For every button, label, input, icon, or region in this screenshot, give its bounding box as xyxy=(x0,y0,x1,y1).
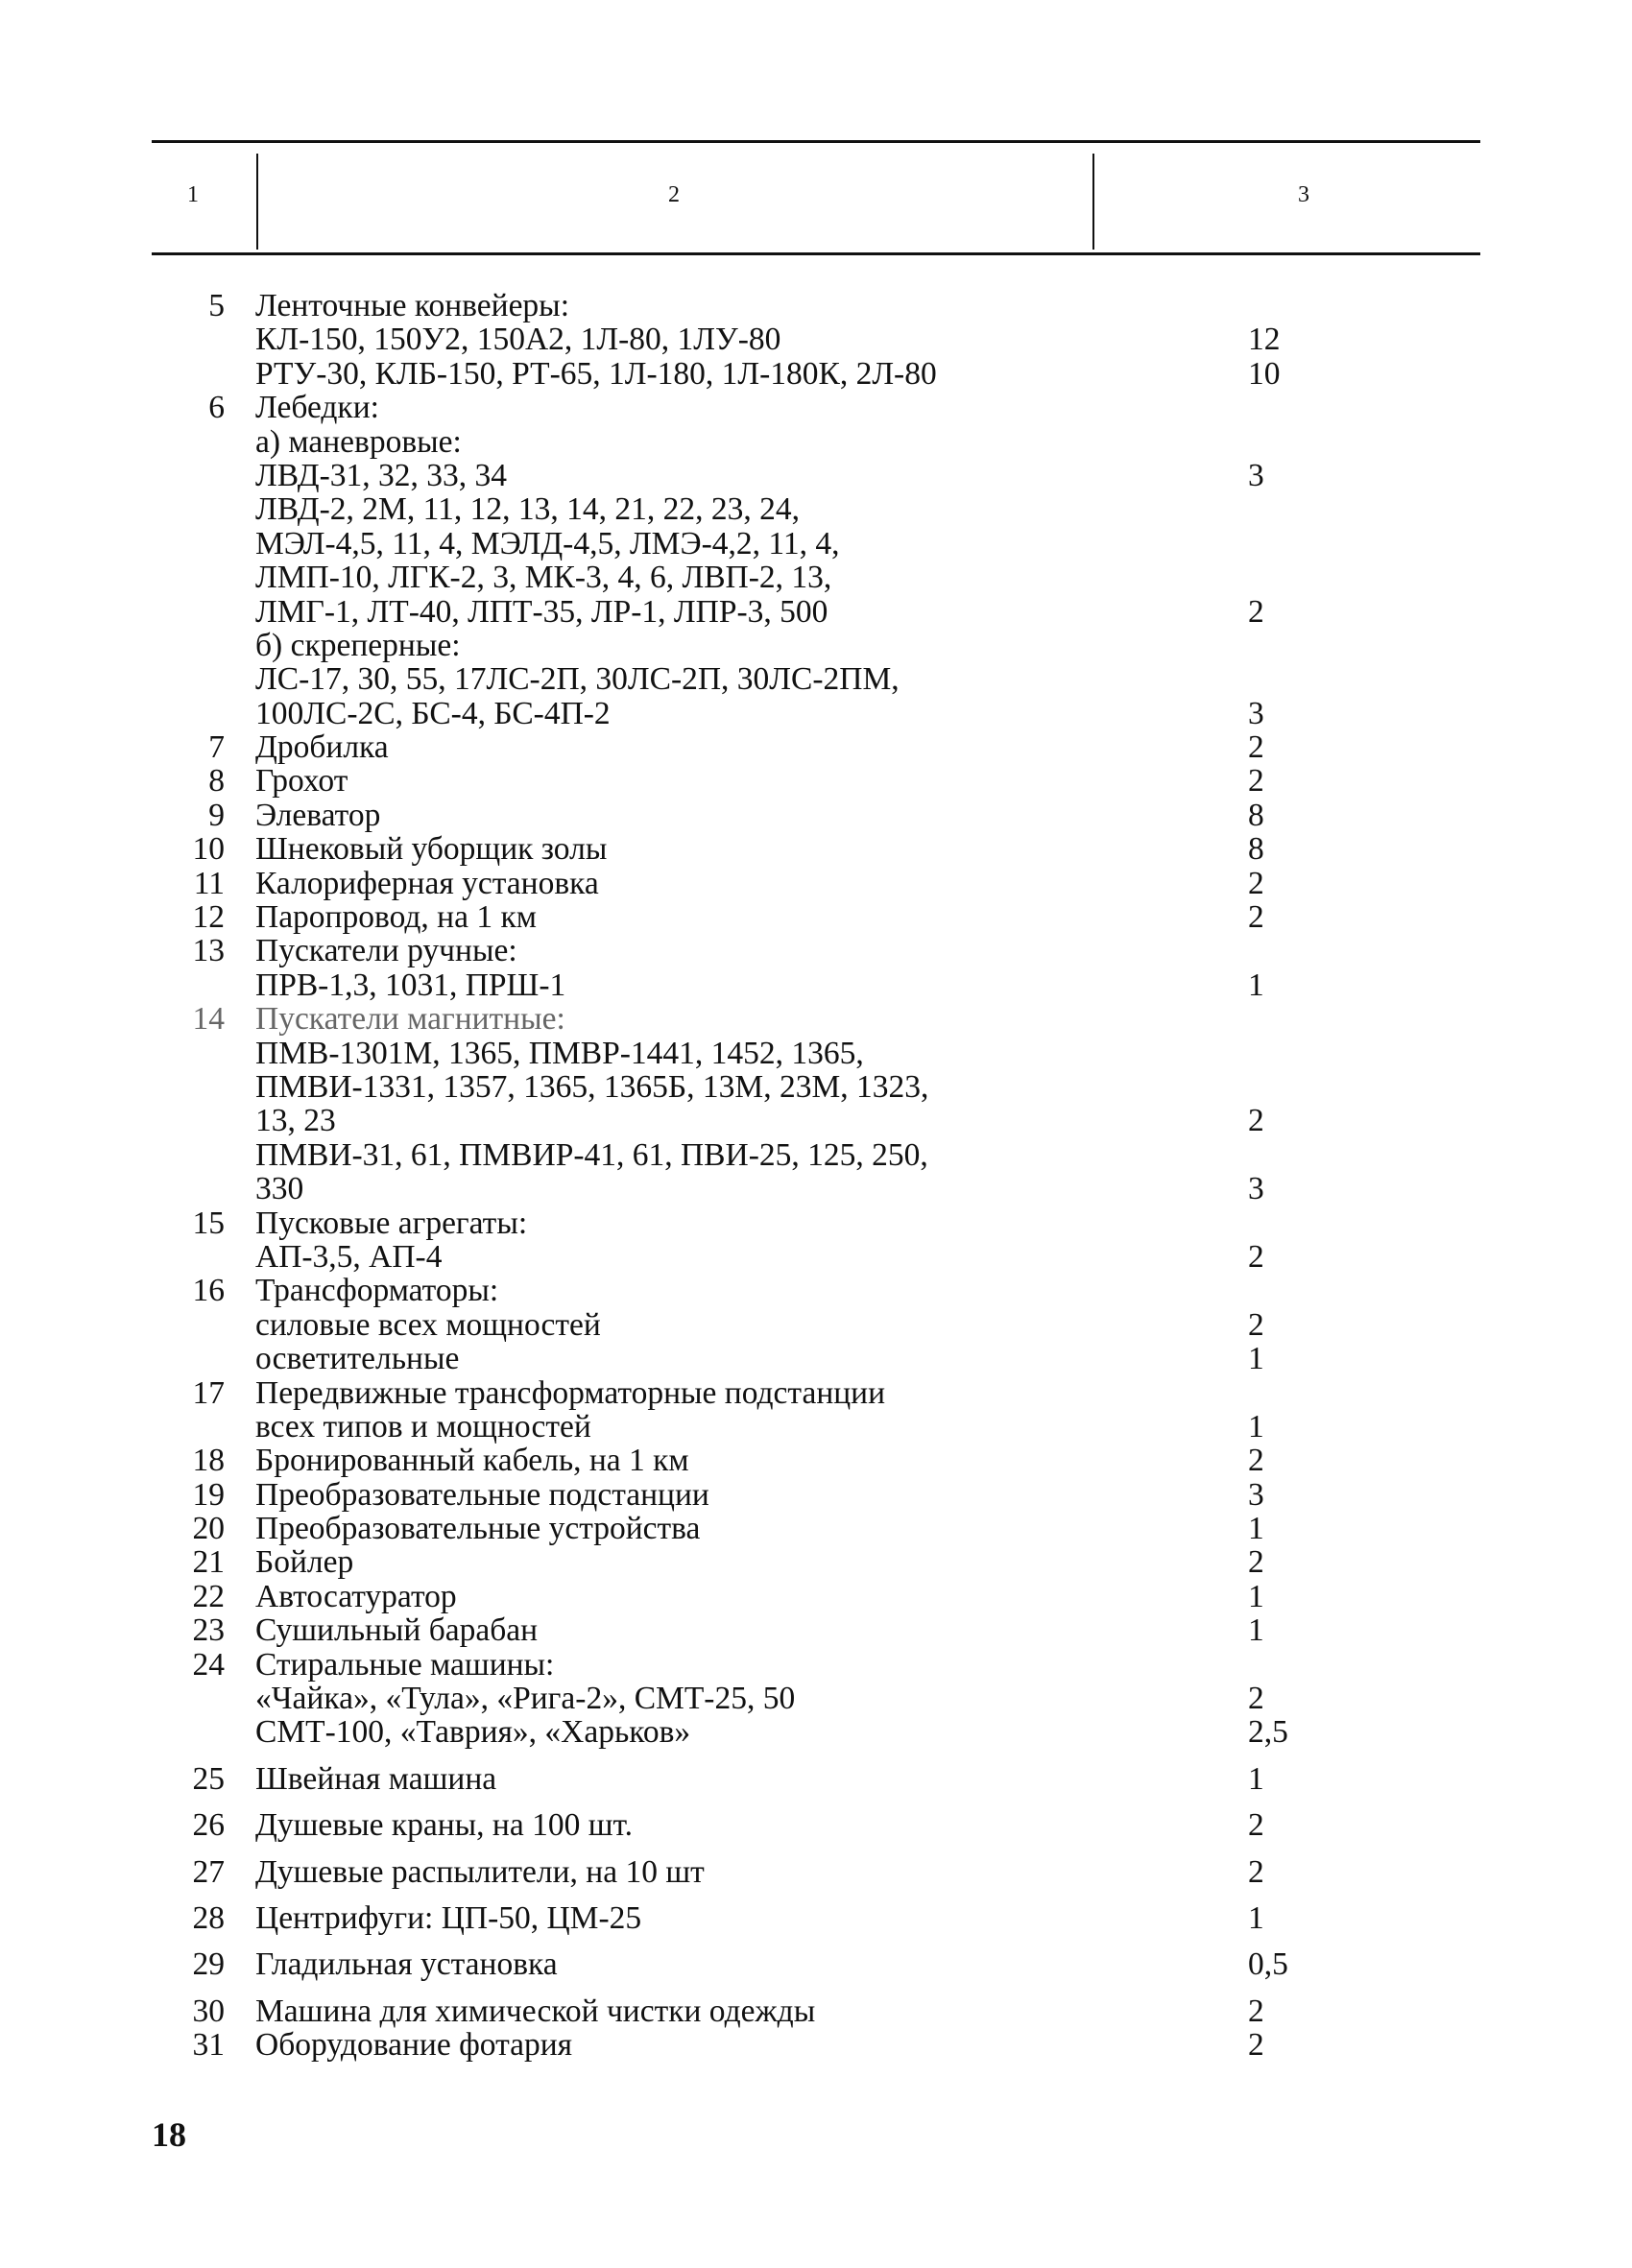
row-number: 25 xyxy=(192,1760,225,1797)
column-header-2: 2 xyxy=(668,182,680,207)
table-row xyxy=(0,1682,1632,1715)
row-text: ПРВ-1,3, 1031, ПРШ-1 xyxy=(255,967,566,1003)
row-value: 2 xyxy=(1248,865,1264,901)
row-text: СМТ-100, «Таврия», «Харьков» xyxy=(255,1714,691,1751)
row-text: Гладильная установка xyxy=(255,1946,558,1983)
row-text: Калориферная установка xyxy=(255,865,599,901)
row-value: 1 xyxy=(1248,1899,1264,1936)
table-row xyxy=(0,1762,1632,1796)
table-row xyxy=(0,867,1632,900)
row-number: 12 xyxy=(192,899,225,936)
page-number: 18 xyxy=(152,2115,186,2154)
table-row xyxy=(0,1947,1632,1981)
column-header-1: 1 xyxy=(187,182,199,207)
table-row xyxy=(0,1855,1632,1889)
row-text: ПМВИ-1331, 1357, 1365, 1365Б, 13М, 23М, 1323, xyxy=(255,1068,929,1105)
row-value: 2 xyxy=(1248,763,1264,800)
table-row xyxy=(0,1545,1632,1579)
table-row xyxy=(0,289,1632,322)
table-row xyxy=(0,934,1632,967)
table-row xyxy=(0,492,1632,526)
table-row xyxy=(0,595,1632,629)
row-value: 3 xyxy=(1248,695,1264,731)
table-row xyxy=(0,1172,1632,1206)
row-number: 17 xyxy=(192,1374,225,1411)
table-row xyxy=(0,662,1632,696)
table-row xyxy=(0,1901,1632,1935)
row-value: 2 xyxy=(1248,593,1264,630)
row-number: 16 xyxy=(192,1273,225,1309)
row-value: 3 xyxy=(1248,1476,1264,1513)
row-value: 2 xyxy=(1248,1993,1264,2029)
row-text: Лебедки: xyxy=(255,390,379,426)
row-number: 21 xyxy=(192,1544,225,1581)
row-number: 18 xyxy=(192,1443,225,1479)
row-text: Грохот xyxy=(255,763,348,800)
row-number: 11 xyxy=(193,865,225,901)
row-text: Душевые краны, на 100 шт. xyxy=(255,1807,634,1844)
row-number: 9 xyxy=(208,797,225,833)
row-text: Бойлер xyxy=(255,1544,354,1581)
table-row xyxy=(0,832,1632,866)
row-text: ПМВ-1301М, 1365, ПМВР-1441, 1452, 1365, xyxy=(255,1035,864,1071)
row-text: осветительные xyxy=(255,1341,460,1377)
row-text: Швейная машина xyxy=(255,1760,497,1797)
row-number: 28 xyxy=(192,1899,225,1936)
table-row xyxy=(0,1994,1632,2028)
table-row xyxy=(0,799,1632,832)
row-text: б) скреперные: xyxy=(255,627,461,663)
row-number: 15 xyxy=(192,1205,225,1241)
row-number: 14 xyxy=(192,1001,225,1038)
row-number: 10 xyxy=(192,831,225,868)
table-row xyxy=(0,1613,1632,1647)
row-text: всех типов и мощностей xyxy=(255,1408,591,1444)
column-divider-1 xyxy=(256,154,258,250)
row-value: 1 xyxy=(1248,1760,1264,1797)
row-text: Душевые распылители, на 10 шт xyxy=(255,1853,705,1890)
row-value: 2 xyxy=(1248,1238,1264,1275)
row-text: ПМВИ-31, 61, ПМВИР-41, 61, ПВИ-25, 125, 250, xyxy=(255,1136,928,1173)
row-text: Сушильный барабан xyxy=(255,1612,539,1649)
table-row xyxy=(0,629,1632,662)
row-text: Бронированный кабель, на 1 км xyxy=(255,1443,689,1479)
row-number: 8 xyxy=(208,763,225,800)
row-number: 30 xyxy=(192,1993,225,2029)
table-row xyxy=(0,1444,1632,1477)
table-row xyxy=(0,1808,1632,1842)
table-row xyxy=(0,1002,1632,1036)
table-row xyxy=(0,1648,1632,1682)
row-text: силовые всех мощностей xyxy=(255,1306,601,1343)
column-divider-2 xyxy=(1092,154,1094,250)
row-text: Автосатуратор xyxy=(255,1578,457,1614)
row-value: 2 xyxy=(1248,2027,1264,2064)
table-row xyxy=(0,1206,1632,1240)
table-row xyxy=(0,1715,1632,1749)
table-row xyxy=(0,527,1632,561)
row-text: 13, 23 xyxy=(255,1103,336,1139)
row-number: 6 xyxy=(208,390,225,426)
row-text: «Чайка», «Тула», «Рига-2», СМТ-25, 50 xyxy=(255,1681,796,1717)
row-text: а) маневровые: xyxy=(255,423,462,460)
table-row xyxy=(0,730,1632,764)
row-text: ЛВД-31, 32, 33, 34 xyxy=(255,457,508,493)
row-value: 1 xyxy=(1248,1612,1264,1649)
table-row xyxy=(0,1512,1632,1545)
row-value: 0,5 xyxy=(1248,1946,1288,1983)
row-number: 20 xyxy=(192,1511,225,1547)
row-text: Центрифуги: ЦП-50, ЦМ-25 xyxy=(255,1899,642,1936)
row-number: 31 xyxy=(192,2027,225,2064)
row-value: 2 xyxy=(1248,1443,1264,1479)
row-text: АП-3,5, АП-4 xyxy=(255,1238,443,1275)
row-value: 2 xyxy=(1248,729,1264,766)
row-number: 22 xyxy=(192,1578,225,1614)
row-text: Шнековый уборщик золы xyxy=(255,831,608,868)
row-value: 2 xyxy=(1248,1681,1264,1717)
row-text: РТУ-30, КЛБ-150, РТ-65, 1Л-180, 1Л-180К, 2Л-80 xyxy=(255,355,937,392)
row-text: Элеватор xyxy=(255,797,381,833)
table-row xyxy=(0,391,1632,424)
row-text: Преобразовательные устройства xyxy=(255,1511,701,1547)
table-row xyxy=(0,1240,1632,1274)
table-row xyxy=(0,1410,1632,1444)
row-number: 5 xyxy=(208,288,225,323)
row-text: МЭЛ-4,5, 11, 4, МЭЛД-4,5, ЛМЭ-4,2, 11, 4, xyxy=(255,525,840,561)
table-row xyxy=(0,322,1632,356)
row-text: Преобразовательные подстанции xyxy=(255,1476,709,1513)
row-text: Дробилка xyxy=(255,729,389,766)
row-text: ЛМГ-1, ЛТ-40, ЛПТ-35, ЛР-1, ЛПР-3, 500 xyxy=(255,593,828,630)
row-text: Пусковые агрегаты: xyxy=(255,1205,528,1241)
table-row xyxy=(0,900,1632,934)
table-row xyxy=(0,764,1632,798)
table-row xyxy=(0,1104,1632,1137)
row-value: 2 xyxy=(1248,1807,1264,1844)
table-header-rule xyxy=(152,252,1480,255)
row-value: 2 xyxy=(1248,1853,1264,1890)
row-value: 1 xyxy=(1248,1511,1264,1547)
row-text: Пускатели ручные: xyxy=(255,933,517,969)
table-row xyxy=(0,2028,1632,2062)
table-row xyxy=(0,1037,1632,1070)
row-text: ЛС-17, 30, 55, 17ЛС-2П, 30ЛС-2П, 30ЛС-2ПМ, xyxy=(255,661,900,698)
table-row xyxy=(0,1308,1632,1342)
table-row xyxy=(0,357,1632,391)
row-text: Ленточные конвейеры: xyxy=(255,288,570,323)
row-text: Стиральные машины: xyxy=(255,1646,555,1683)
row-text: Передвижные трансформаторные подстанции xyxy=(255,1374,886,1411)
row-text: Оборудование фотария xyxy=(255,2027,573,2064)
row-text: Паропровод, на 1 км xyxy=(255,899,537,936)
row-text: 330 xyxy=(255,1171,304,1207)
row-number: 23 xyxy=(192,1612,225,1649)
table-row xyxy=(0,1138,1632,1172)
row-number: 26 xyxy=(192,1807,225,1844)
column-header-3: 3 xyxy=(1298,182,1309,207)
table-row xyxy=(0,1376,1632,1410)
row-value: 10 xyxy=(1248,355,1281,392)
row-text: ЛВД-2, 2М, 11, 12, 13, 14, 21, 22, 23, 24, xyxy=(255,491,800,528)
row-number: 19 xyxy=(192,1476,225,1513)
row-value: 1 xyxy=(1248,1578,1264,1614)
row-value: 8 xyxy=(1248,797,1264,833)
table-row xyxy=(0,1478,1632,1512)
table-row xyxy=(0,1070,1632,1104)
table-row xyxy=(0,459,1632,492)
row-text: Пускатели магнитные: xyxy=(255,1001,565,1038)
row-value: 12 xyxy=(1248,322,1281,358)
row-text: Машина для химической чистки одежды xyxy=(255,1993,816,2029)
row-number: 7 xyxy=(208,729,225,766)
table-body xyxy=(0,289,1632,2063)
row-value: 2 xyxy=(1248,1306,1264,1343)
row-value: 2 xyxy=(1248,899,1264,936)
row-number: 27 xyxy=(192,1853,225,1890)
row-value: 1 xyxy=(1248,1341,1264,1377)
row-value: 8 xyxy=(1248,831,1264,868)
row-value: 3 xyxy=(1248,1171,1264,1207)
row-value: 1 xyxy=(1248,967,1264,1003)
table-row xyxy=(0,1580,1632,1613)
row-text: ЛМП-10, ЛГК-2, 3, МК-3, 4, 6, ЛВП-2, 13, xyxy=(255,560,832,596)
table-row xyxy=(0,561,1632,594)
table-row xyxy=(0,968,1632,1002)
row-value: 2,5 xyxy=(1248,1714,1288,1751)
row-value: 1 xyxy=(1248,1408,1264,1444)
row-number: 13 xyxy=(192,933,225,969)
row-value: 2 xyxy=(1248,1103,1264,1139)
row-text: КЛ-150, 150У2, 150А2, 1Л-80, 1ЛУ-80 xyxy=(255,322,781,358)
table-row xyxy=(0,1342,1632,1375)
row-text: 100ЛС-2С, БС-4, БС-4П-2 xyxy=(255,695,611,731)
row-number: 24 xyxy=(192,1646,225,1683)
row-value: 2 xyxy=(1248,1544,1264,1581)
table-row xyxy=(0,697,1632,730)
table-top-rule xyxy=(152,140,1480,143)
table-row xyxy=(0,425,1632,459)
table-row xyxy=(0,1274,1632,1307)
row-value: 3 xyxy=(1248,457,1264,493)
row-number: 29 xyxy=(192,1946,225,1983)
row-text: Трансформаторы: xyxy=(255,1273,499,1309)
